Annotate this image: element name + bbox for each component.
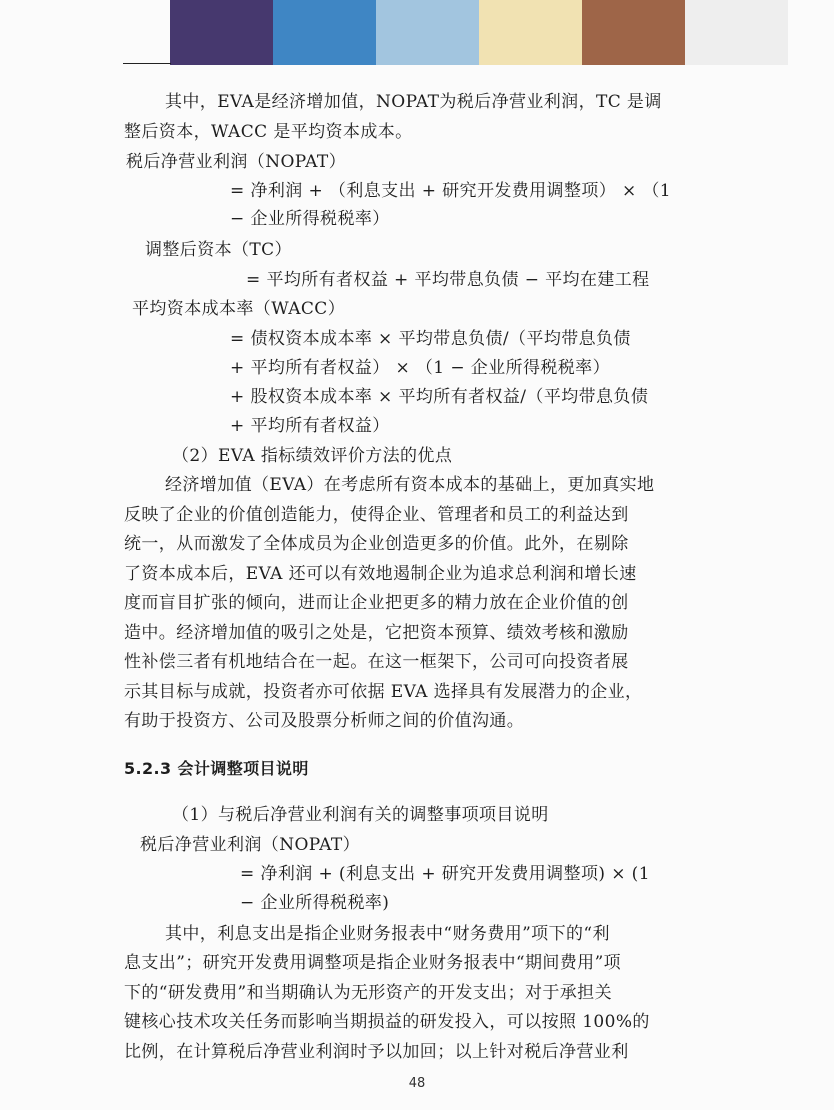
- text-line: 税后净营业利润（NOPAT）: [126, 152, 346, 172]
- formula-line: = 债权资本成本率 × 平均带息负债/（平均带息负债: [230, 329, 631, 349]
- paragraph-line: 下的“研发费用”和当期确认为无形资产的开发支出；对于承担关: [124, 983, 612, 1003]
- swatch-light-blue: [376, 0, 479, 65]
- subsection-title: （1）与税后净营业利润有关的调整事项项目说明: [172, 805, 549, 825]
- paragraph-line: 键核心技术攻关任务而影响当期损益的研发投入，可以按照 100%的: [124, 1012, 650, 1032]
- paragraph-line: 比例，在计算税后净营业利润时予以加回；以上针对税后净营业利: [124, 1042, 629, 1062]
- paragraph-line: 其中，利息支出是指企业财务报表中“财务费用”项下的“利: [165, 924, 610, 944]
- subsection-title: （2）EVA 指标绩效评价方法的优点: [172, 446, 453, 466]
- swatch-brown: [582, 0, 685, 65]
- section-heading: 5.2.3 会计调整项目说明: [124, 759, 309, 778]
- paragraph-line: 造中。经济增加值的吸引之处是，它把资本预算、绩效考核和激励: [124, 623, 629, 643]
- text-line: 整后资本，WACC 是平均资本成本。: [124, 122, 413, 142]
- text-line: 调整后资本（TC）: [145, 240, 292, 260]
- formula-line: − 企业所得税税率): [240, 893, 390, 913]
- swatch-light-gray: [685, 0, 788, 65]
- formula-line: − 企业所得税税率）: [230, 209, 390, 229]
- text-line: 税后净营业利润（NOPAT）: [140, 835, 360, 855]
- paragraph-line: 性补偿三者有机地结合在一起。在这一框架下，公司可向投资者展: [124, 652, 629, 672]
- color-palette: [170, 0, 788, 65]
- swatch-cream: [479, 0, 582, 65]
- page-number: 48: [408, 1076, 426, 1091]
- formula-line: + 平均所有者权益）: [230, 416, 390, 436]
- swatch-purple: [170, 0, 273, 65]
- paragraph-line: 反映了企业的价值创造能力，使得企业、管理者和员工的利益达到: [124, 505, 629, 525]
- paragraph-line: 度而盲目扩张的倾向，进而让企业把更多的精力放在企业价值的创: [124, 593, 629, 613]
- swatch-blue: [273, 0, 376, 65]
- paragraph-line: 统一，从而激发了全体成员为企业创造更多的价值。此外，在剔除: [124, 534, 629, 554]
- text-line: 平均资本成本率（WACC）: [132, 299, 346, 319]
- paragraph-line: 有助于投资方、公司及股票分析师之间的价值沟通。: [124, 711, 525, 731]
- paragraph-line: 息支出”；研究开发费用调整项是指企业财务报表中“期间费用”项: [124, 953, 622, 973]
- formula-line: = 净利润 + （利息支出 + 研究开发费用调整项） × （1: [230, 181, 672, 201]
- paragraph-line: 了资本成本后，EVA 还可以有效地遏制企业为追求总利润和增长速: [124, 564, 637, 584]
- formula-line: + 平均所有者权益） × （1 − 企业所得税税率）: [230, 358, 610, 378]
- paragraph-line: 经济增加值（EVA）在考虑所有资本成本的基础上，更加真实地: [165, 475, 655, 495]
- formula-line: = 净利润 + (利息支出 + 研究开发费用调整项) × (1: [240, 864, 650, 884]
- formula-line: + 股权资本成本率 × 平均所有者权益/（平均带息负债: [230, 387, 649, 407]
- paragraph-line: 示其目标与成就，投资者亦可依据 EVA 选择具有发展潜力的企业，: [124, 682, 643, 702]
- top-rule: [123, 63, 171, 64]
- text-line: 其中，EVA是经济增加值，NOPAT为税后净营业利润，TC 是调: [165, 92, 662, 112]
- formula-line: = 平均所有者权益 + 平均带息负债 − 平均在建工程: [246, 270, 650, 290]
